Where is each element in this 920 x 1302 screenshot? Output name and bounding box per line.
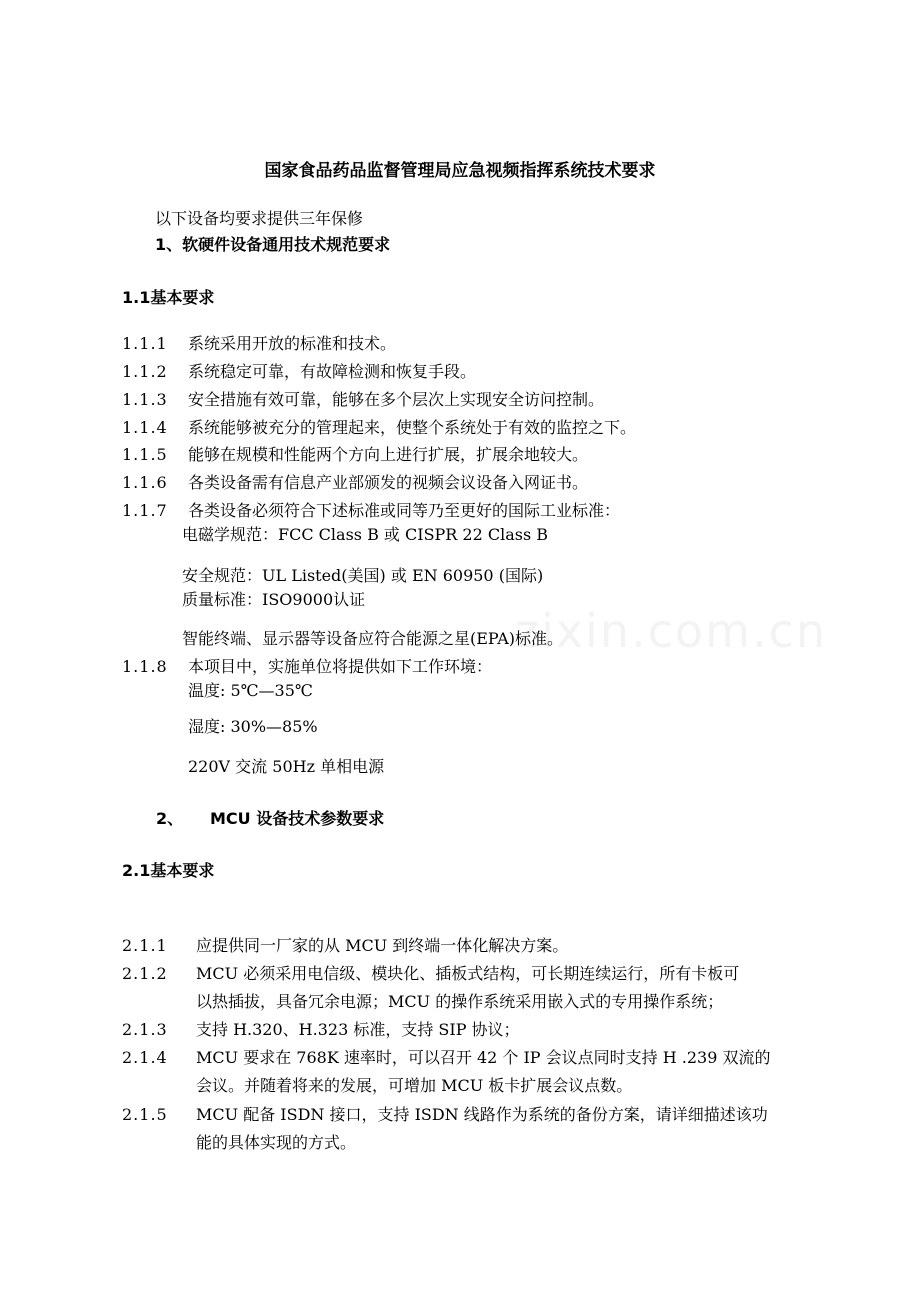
item-text-continued: 能的具体实现的方式。 <box>196 1133 357 1152</box>
emc-standard: 电磁学规范：FCC Class B 或 CISPR 22 Class B <box>182 525 549 544</box>
item-number: 1.1.3 <box>122 390 168 409</box>
item-number: 1.1.8 <box>122 657 168 676</box>
item-text: 系统能够被充分的管理起来，使整个系统处于有效的监控之下。 <box>188 418 637 437</box>
item-text-continued: 会议。并随着将来的发展，可增加 MCU 板卡扩展会议点数。 <box>196 1076 633 1095</box>
section1-1-heading: 1.1基本要求 <box>122 288 215 307</box>
item-text: 安全措施有效可靠，能够在多个层次上实现安全访问控制。 <box>188 390 605 409</box>
item-text: MCU 必须采用电信级、模块化、插板式结构，可长期连续运行，所有卡板可 <box>196 964 740 983</box>
warranty-note: 以下设备均要求提供三年保修 <box>155 209 364 228</box>
item-number: 1.1.7 <box>122 501 168 520</box>
item-number: 2.1.1 <box>122 936 168 955</box>
item-text: 各类设备必须符合下述标准或同等乃至更好的国际工业标准： <box>188 501 621 520</box>
humidity-range: 湿度: 30%—85% <box>188 717 318 736</box>
quality-standard: 质量标准：ISO9000认证 <box>182 590 366 609</box>
item-number: 2.1.3 <box>122 1020 168 1039</box>
item-text: MCU 要求在 768K 速率时，可以召开 42 个 IP 会议点同时支持 H .239 双流的 <box>196 1048 771 1067</box>
item-text: 本项目中，实施单位将提供如下工作环境： <box>188 657 493 676</box>
temperature-range: 温度: 5℃—35℃ <box>188 681 313 700</box>
item-text: 能够在规模和性能两个方向上进行扩展，扩展余地较大。 <box>188 445 589 464</box>
item-number: 1.1.2 <box>122 362 168 381</box>
safety-standard: 安全规范：UL Listed(美国) 或 EN 60950 (国际) <box>182 566 544 585</box>
section2-number: 2、 <box>156 809 184 828</box>
item-text: MCU 配备 ISDN 接口，支持 ISDN 线路作为系统的备份方案，请详细描述该功 <box>196 1105 768 1124</box>
section1-heading: 1、软硬件设备通用技术规范要求 <box>155 235 391 254</box>
item-text: 支持 H.320、H.323 标准，支持 SIP 协议； <box>196 1020 520 1039</box>
document-title: 国家食品药品监督管理局应急视频指挥系统技术要求 <box>264 161 656 181</box>
item-number: 1.1.6 <box>122 473 168 492</box>
section2-heading: MCU 设备技术参数要求 <box>210 809 385 828</box>
item-number: 1.1.1 <box>122 334 168 353</box>
item-text-continued: 以热插拔，具备冗余电源；MCU 的操作系统采用嵌入式的专用操作系统； <box>196 992 724 1011</box>
item-number: 1.1.5 <box>122 445 168 464</box>
watermark: zixin.com.cn <box>515 604 828 658</box>
item-text: 应提供同一厂家的从 MCU 到终端一体化解决方案。 <box>196 936 569 955</box>
energy-standard: 智能终端、显示器等设备应符合能源之星(EPA)标准。 <box>182 629 564 648</box>
item-text: 系统稳定可靠，有故障检测和恢复手段。 <box>188 362 477 381</box>
power-supply: 220V 交流 50Hz 单相电源 <box>188 757 385 776</box>
item-text: 各类设备需有信息产业部颁发的视频会议设备入网证书。 <box>188 473 589 492</box>
item-number: 2.1.4 <box>122 1048 168 1067</box>
item-number: 2.1.2 <box>122 964 168 983</box>
item-text: 系统采用开放的标准和技术。 <box>188 334 397 353</box>
item-number: 1.1.4 <box>122 418 168 437</box>
item-number: 2.1.5 <box>122 1105 168 1124</box>
section2-1-heading: 2.1基本要求 <box>122 861 215 880</box>
